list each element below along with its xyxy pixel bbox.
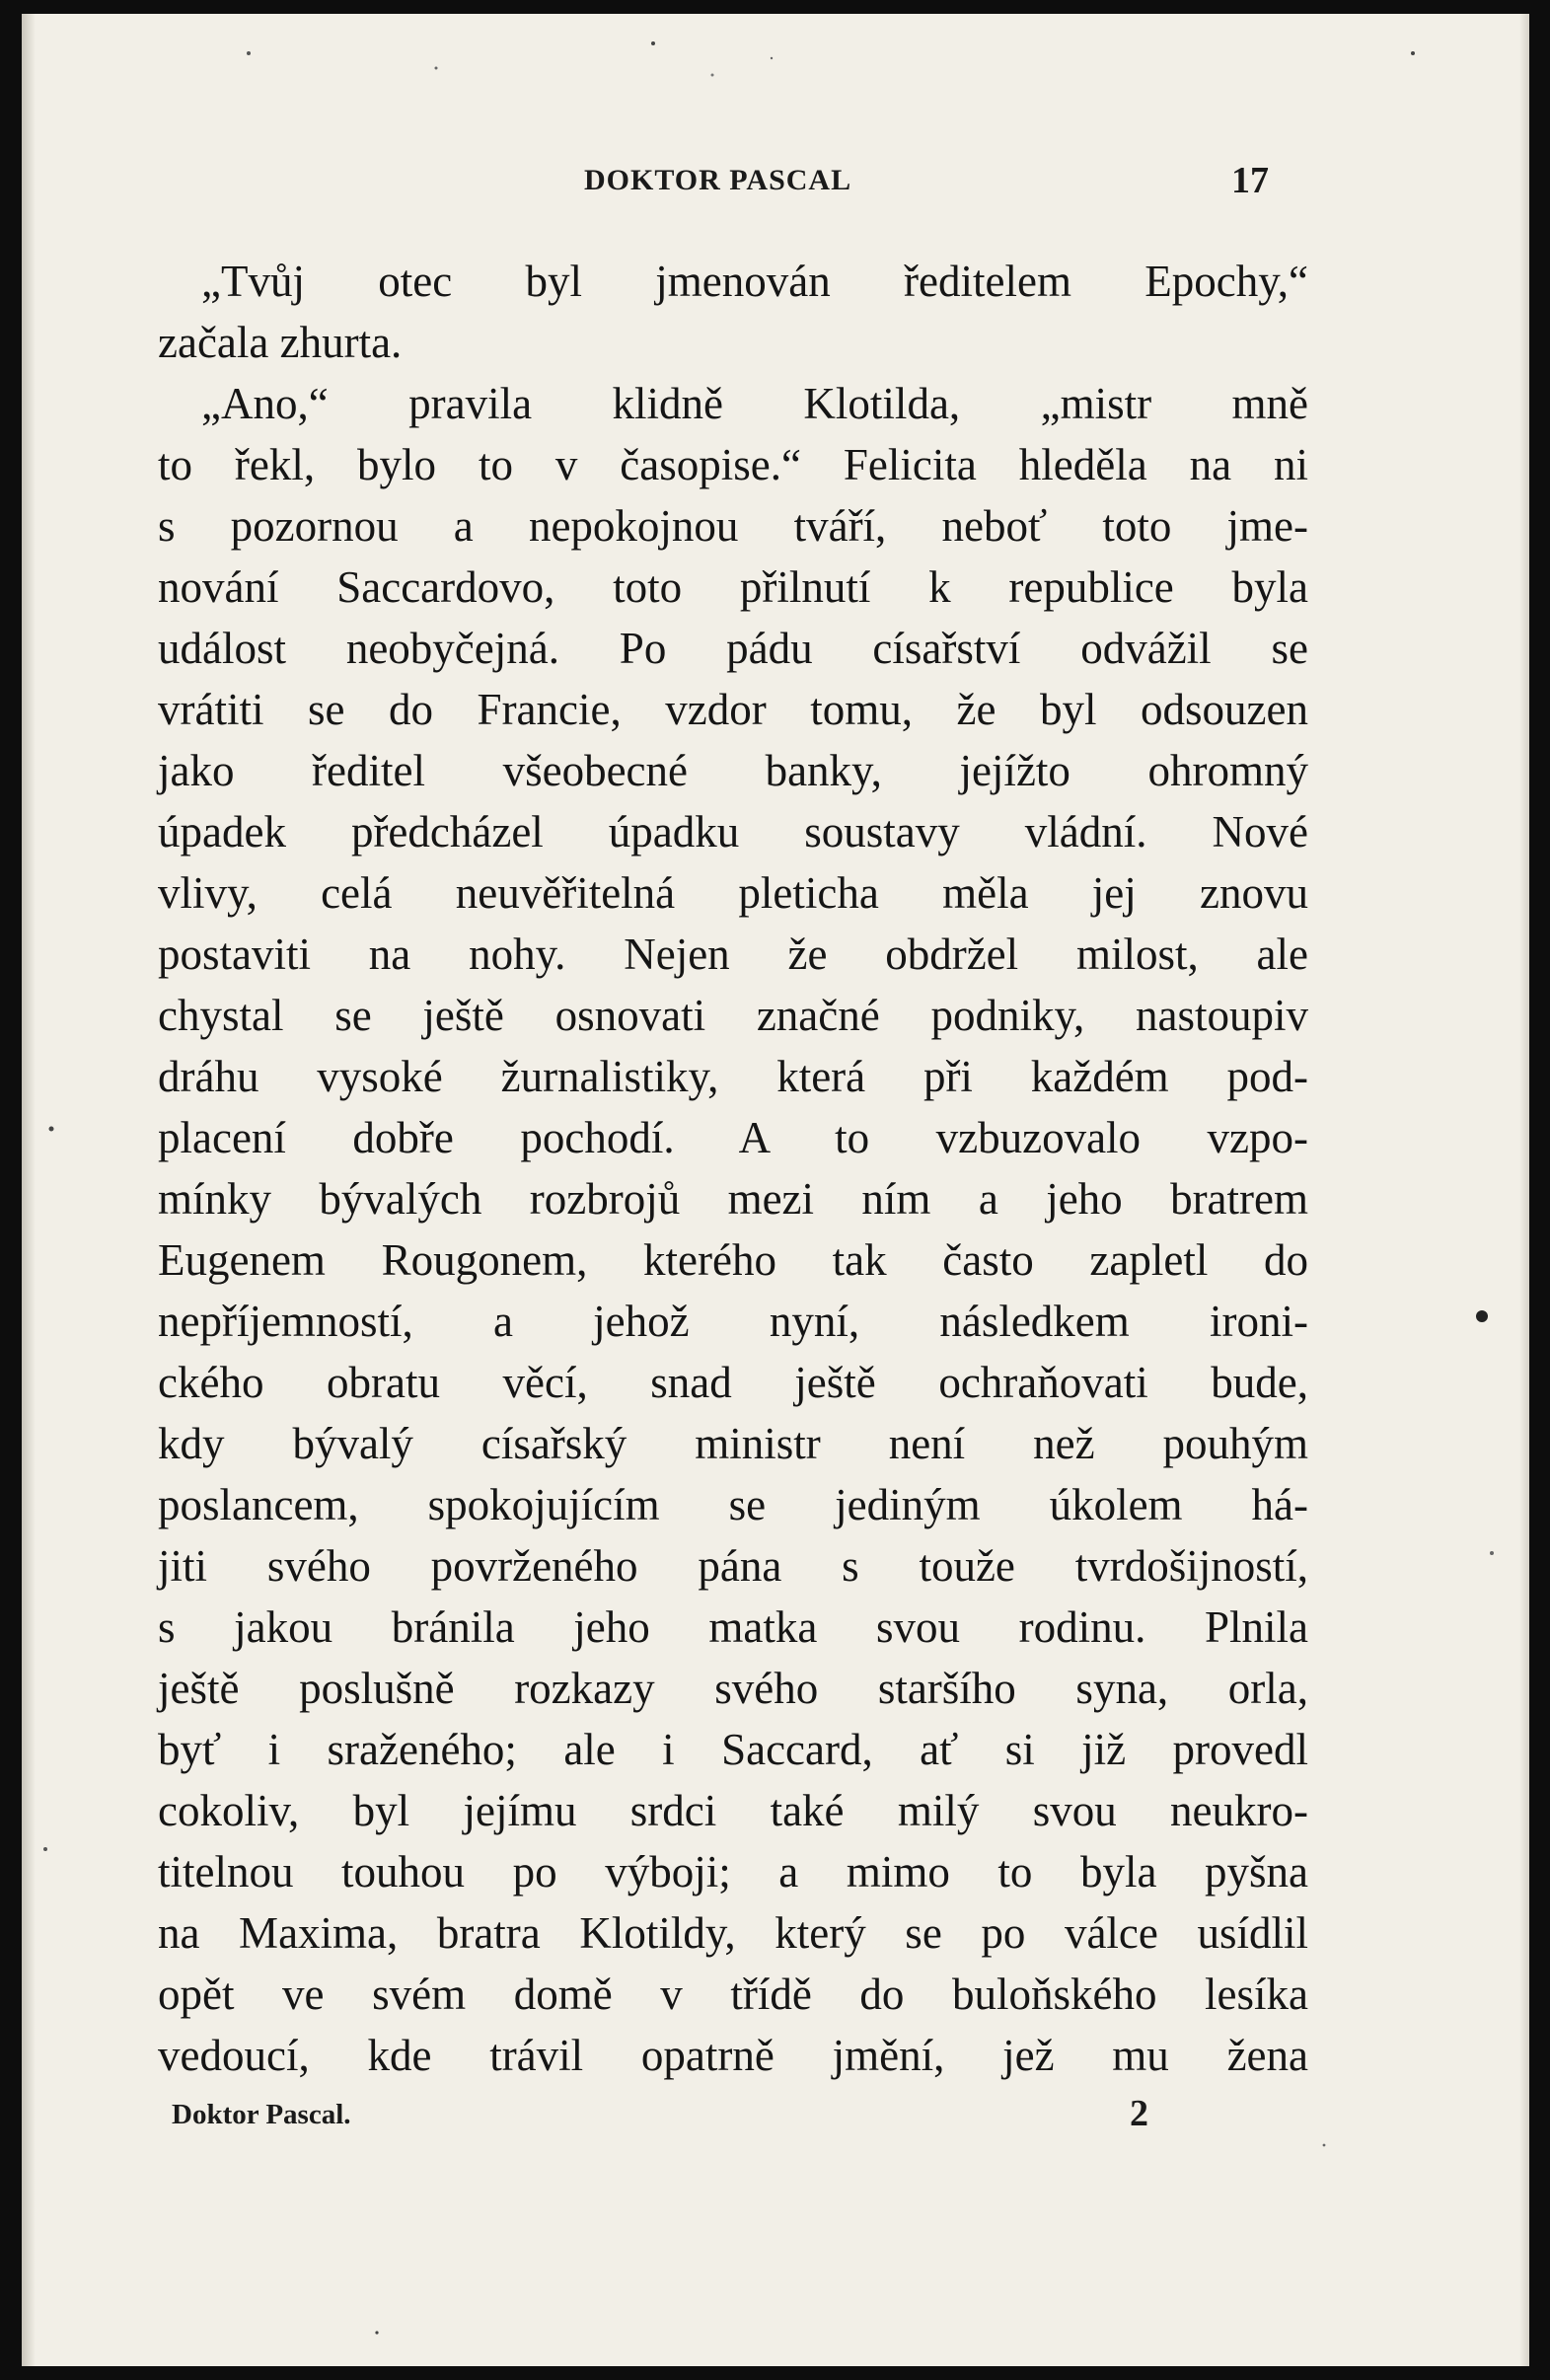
text-line: dráhu vysoké žurnalistiky, která při každém pod- [158, 1052, 1308, 1101]
text-line: chystal se ještě osnovati značné podniky, nastoupiv [158, 991, 1308, 1040]
text-line: opět ve svém domě v třídě do buloňského lesíka [158, 1970, 1308, 2019]
sheet-number: 2 [1130, 2093, 1148, 2134]
text-line: postaviti na nohy. Nejen že obdržel milost, ale [158, 930, 1308, 979]
text-line: úpadek předcházel úpadku soustavy vládní. Nové [158, 807, 1308, 856]
page-number: 17 [1231, 160, 1269, 201]
text-line: jiti svého povrženého pána s touže tvrdošijností, [158, 1541, 1308, 1591]
text-line: „Ano,“ pravila klidně Klotilda, „mistr mně [201, 379, 1308, 428]
text-line: nepříjemností, a jehož nyní, následkem ironi- [158, 1297, 1308, 1346]
text-line: titelnou touhou po výboji; a mimo to byla pyšna [158, 1847, 1308, 1897]
text-line: „Tvůj otec byl jmenován ředitelem Epochy,“ [201, 257, 1308, 306]
text-line: vlivy, celá neuvěřitelná pleticha měla jej znovu [158, 868, 1308, 918]
text-line: kdy bývalý císařský ministr není než pouhým [158, 1419, 1308, 1468]
text-line: placení dobře pochodí. A to vzbuzovalo vzpo- [158, 1113, 1308, 1162]
body-text [158, 251, 1308, 2086]
text-line: mínky bývalých rozbrojů mezi ním a jeho bratrem [158, 1174, 1308, 1224]
text-line: jako ředitel všeobecné banky, jejížto ohromný [158, 746, 1308, 795]
text-line: s pozornou a nepokojnou tváří, neboť toto jme- [158, 501, 1308, 551]
text-line: na Maxima, bratra Klotildy, který se po válce usídlil [158, 1908, 1308, 1958]
text-line: začala zhurta. [158, 318, 403, 367]
text-line: vrátiti se do Francie, vzdor tomu, že byl odsouzen [158, 685, 1308, 734]
text-line: to řekl, bylo to v časopise.“ Felicita hleděla na ni [158, 440, 1308, 489]
text-line: cokoliv, byl jejímu srdci také milý svou neukro- [158, 1786, 1308, 1835]
text-line: poslancem, spokojujícím se jediným úkolem há- [158, 1480, 1308, 1529]
text-line: byť i sraženého; ale i Saccard, ať si již provedl [158, 1725, 1308, 1774]
text-line: ckého obratu věcí, snad ještě ochraňovati bude, [158, 1358, 1308, 1407]
text-line: Eugenem Rougonem, kterého tak často zapletl do [158, 1235, 1308, 1285]
text-line: vedoucí, kde trávil opatrně jmění, jež mu žena [158, 2031, 1308, 2080]
text-line: událost neobyčejná. Po pádu císařství odvážil se [158, 624, 1308, 673]
book-page [22, 14, 1529, 2366]
text-line: s jakou bránila jeho matka svou rodinu. Plnila [158, 1602, 1308, 1652]
running-header-title: DOKTOR PASCAL [584, 164, 852, 196]
signature-mark: Doktor Pascal. [172, 2099, 351, 2130]
text-line: nování Saccardovo, toto přilnutí k republice byla [158, 562, 1308, 612]
text-line: ještě poslušně rozkazy svého staršího syna, orla, [158, 1664, 1308, 1713]
